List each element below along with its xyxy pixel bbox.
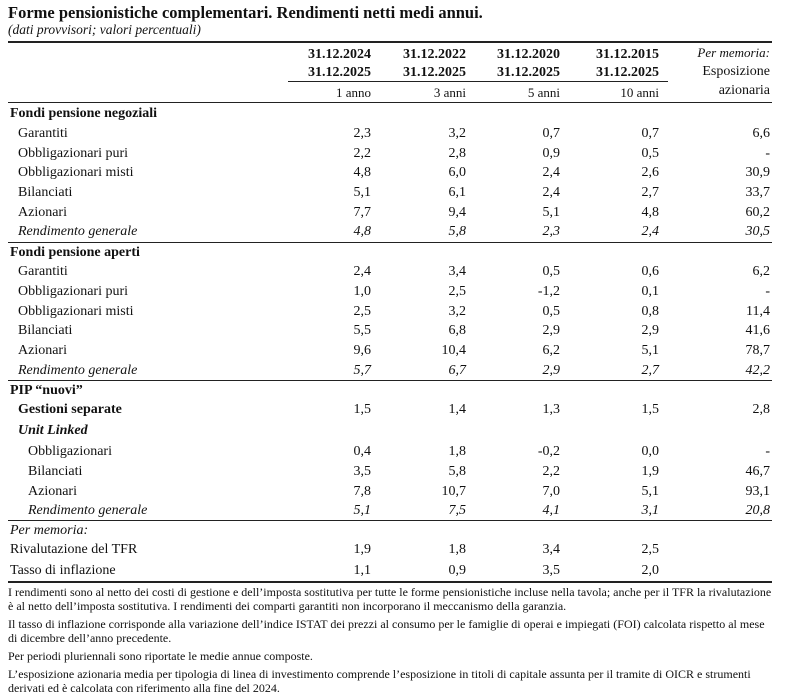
cell-5y: 2,2 — [542, 464, 560, 479]
cell-10y: 2,0 — [641, 563, 659, 578]
cell-equity: - — [765, 284, 770, 299]
cell-10y: 0,6 — [641, 264, 659, 279]
top-rule — [8, 41, 772, 43]
cell-3y: 1,8 — [448, 444, 466, 459]
memo-title: Per memoria: — [10, 523, 89, 538]
cell-5y: 0,9 — [542, 146, 560, 161]
row-label: Obbligazionari — [28, 444, 112, 459]
col4-to: 31.12.2025 — [596, 65, 659, 80]
cell-3y: 1,8 — [448, 542, 466, 557]
row-label: Azionari — [18, 205, 67, 220]
cell-10y: 5,1 — [641, 343, 659, 358]
col4-period: 10 anni — [620, 85, 659, 100]
cell-3y: 2,8 — [448, 146, 466, 161]
cell-1y: 1,9 — [353, 542, 371, 557]
cell-5y: -0,2 — [537, 444, 560, 459]
row-label: Rendimento generale — [18, 224, 138, 239]
cell-equity: 6,6 — [752, 126, 770, 141]
cell-10y: 2,7 — [641, 185, 659, 200]
cell-5y: 5,1 — [542, 205, 560, 220]
cell-1y: 4,8 — [353, 165, 371, 180]
table-subtitle: (dati provvisori; valori percentuali) — [8, 22, 201, 37]
cell-10y: 0,0 — [641, 444, 659, 459]
cell-3y: 3,4 — [448, 264, 466, 279]
footnotes — [8, 585, 772, 699]
cell-1y: 7,8 — [353, 484, 371, 499]
row-label: Garantiti — [18, 264, 68, 279]
cell-equity: - — [765, 444, 770, 459]
cell-equity: 33,7 — [745, 185, 770, 200]
cell-3y: 6,0 — [448, 165, 466, 180]
memo-header-line1: Per memoria: — [697, 45, 770, 60]
cell-equity: 20,8 — [745, 503, 770, 518]
row-label: Rivalutazione del TFR — [10, 542, 138, 557]
col4-from: 31.12.2015 — [596, 47, 659, 62]
cell-equity: 2,8 — [752, 402, 770, 417]
cell-3y: 9,4 — [448, 205, 466, 220]
cell-10y: 3,1 — [641, 503, 659, 518]
cell-1y: 7,7 — [353, 205, 371, 220]
cell-equity: 30,5 — [745, 224, 770, 239]
cell-10y: 2,9 — [641, 323, 659, 338]
memo-header-line2: Esposizione — [702, 64, 770, 79]
cell-5y: 0,7 — [542, 126, 560, 141]
cell-3y: 2,5 — [448, 284, 466, 299]
section-rule — [8, 380, 772, 381]
cell-equity: 30,9 — [745, 165, 770, 180]
section-title-pip: PIP “nuovi” — [10, 383, 83, 398]
row-label: Azionari — [18, 343, 67, 358]
header-bottom-rule — [8, 102, 772, 103]
cell-5y: 4,1 — [542, 503, 560, 518]
col2-period: 3 anni — [433, 85, 466, 100]
row-label: Tasso di inflazione — [10, 563, 116, 578]
cell-equity: 60,2 — [745, 205, 770, 220]
unit-linked-label: Unit Linked — [18, 423, 88, 438]
cell-3y: 7,5 — [448, 503, 466, 518]
cell-3y: 3,2 — [448, 126, 466, 141]
cell-3y: 5,8 — [448, 224, 466, 239]
row-label: Gestioni separate — [18, 402, 122, 417]
cell-1y: 1,5 — [353, 402, 371, 417]
table-title: Forme pensionistiche complementari. Rendimenti netti medi annui. — [8, 3, 483, 22]
row-label: Rendimento generale — [18, 363, 138, 378]
col2-from: 31.12.2022 — [403, 47, 466, 62]
cell-1y: 5,1 — [353, 185, 371, 200]
cell-3y: 1,4 — [448, 402, 466, 417]
cell-10y: 2,7 — [641, 363, 659, 378]
cell-10y: 2,6 — [641, 165, 659, 180]
row-label: Obbligazionari puri — [18, 146, 129, 161]
cell-5y: 2,4 — [542, 185, 560, 200]
cell-1y: 5,7 — [353, 363, 371, 378]
section-rule — [8, 520, 772, 521]
cell-equity: - — [765, 146, 770, 161]
cell-10y: 2,5 — [641, 542, 659, 557]
section-title-aperti: Fondi pensione aperti — [10, 245, 140, 260]
row-label: Bilanciati — [18, 323, 73, 338]
cell-1y: 2,2 — [353, 146, 371, 161]
col1-period: 1 anno — [335, 85, 371, 100]
cell-1y: 3,5 — [353, 464, 371, 479]
cell-equity: 42,2 — [745, 363, 770, 378]
cell-1y: 5,1 — [353, 503, 371, 518]
cell-5y: 2,9 — [542, 363, 560, 378]
header-mid-rule — [288, 81, 668, 82]
cell-5y: 2,4 — [542, 165, 560, 180]
cell-10y: 0,7 — [641, 126, 659, 141]
row-label: Bilanciati — [18, 185, 73, 200]
cell-10y: 1,9 — [641, 464, 659, 479]
col2-to: 31.12.2025 — [403, 65, 466, 80]
col3-to: 31.12.2025 — [497, 65, 560, 80]
cell-5y: 7,0 — [542, 484, 560, 499]
cell-1y: 2,3 — [353, 126, 371, 141]
col3-period: 5 anni — [527, 85, 560, 100]
bottom-rule — [8, 581, 772, 583]
cell-5y: -1,2 — [537, 284, 560, 299]
cell-1y: 5,5 — [353, 323, 371, 338]
footnote: Per periodi pluriennali sono riportate le medie annue composte. — [8, 649, 313, 663]
cell-10y: 5,1 — [641, 484, 659, 499]
cell-10y: 0,5 — [641, 146, 659, 161]
cell-3y: 10,4 — [441, 343, 466, 358]
cell-3y: 6,7 — [448, 363, 466, 378]
footnote: L’esposizione azionaria media per tipologia di linea di investimento comprende l’esposizione in titoli di capitale assunta per il tramite di OICR e strumenti derivati ed è calcolata con riferimento alla fine del 2024. — [8, 667, 751, 695]
row-label: Rendimento generale — [28, 503, 148, 518]
cell-1y: 2,4 — [353, 264, 371, 279]
cell-3y: 0,9 — [448, 563, 466, 578]
cell-equity: 11,4 — [746, 304, 770, 319]
cell-10y: 4,8 — [641, 205, 659, 220]
col1-to: 31.12.2025 — [308, 65, 371, 80]
cell-5y: 1,3 — [542, 402, 560, 417]
col3-from: 31.12.2020 — [497, 47, 560, 62]
row-label: Obbligazionari misti — [18, 165, 134, 180]
cell-1y: 0,4 — [353, 444, 371, 459]
row-label: Obbligazionari puri — [18, 284, 129, 299]
cell-1y: 2,5 — [353, 304, 371, 319]
cell-10y: 1,5 — [641, 402, 659, 417]
section-title-negoziali: Fondi pensione negoziali — [10, 106, 158, 121]
cell-10y: 0,1 — [641, 284, 659, 299]
cell-equity: 41,6 — [745, 323, 770, 338]
cell-equity: 6,2 — [752, 264, 770, 279]
cell-10y: 0,8 — [641, 304, 659, 319]
cell-3y: 6,1 — [448, 185, 466, 200]
cell-3y: 6,8 — [448, 323, 466, 338]
cell-5y: 2,3 — [542, 224, 560, 239]
cell-equity: 46,7 — [745, 464, 770, 479]
cell-1y: 9,6 — [353, 343, 371, 358]
row-label: Azionari — [28, 484, 77, 499]
cell-5y: 6,2 — [542, 343, 560, 358]
cell-equity: 93,1 — [745, 484, 770, 499]
footnote: Il tasso di inflazione corrisponde alla variazione dell’indice ISTAT dei prezzi al consumo per le famiglie di operai e impiegati (FOI) calcolata rispetto al mese di dicembre dell’anno precedente. — [8, 617, 765, 645]
cell-3y: 10,7 — [441, 484, 466, 499]
row-label: Garantiti — [18, 126, 68, 141]
cell-1y: 4,8 — [353, 224, 371, 239]
row-label: Bilanciati — [28, 464, 83, 479]
cell-5y: 2,9 — [542, 323, 560, 338]
section-rule — [8, 242, 772, 243]
cell-equity: 78,7 — [745, 343, 770, 358]
cell-5y: 3,4 — [542, 542, 560, 557]
cell-5y: 0,5 — [542, 264, 560, 279]
footnote: I rendimenti sono al netto dei costi di gestione e dell’imposta sostitutiva per tutte le forme pensionistiche incluse nella tavola; anche per il TFR la rivalutazione è al netto dell’imposta sostitutiva. I rendimenti dei comparti garantiti non incorporano il meccanismo della garanzia. — [8, 585, 772, 613]
col1-from: 31.12.2024 — [308, 47, 371, 62]
cell-10y: 2,4 — [641, 224, 659, 239]
cell-5y: 3,5 — [542, 563, 560, 578]
cell-1y: 1,0 — [353, 284, 371, 299]
cell-3y: 5,8 — [448, 464, 466, 479]
cell-1y: 1,1 — [353, 563, 371, 578]
memo-header-line3: azionaria — [718, 83, 770, 98]
cell-3y: 3,2 — [448, 304, 466, 319]
cell-5y: 0,5 — [542, 304, 560, 319]
row-label: Obbligazionari misti — [18, 304, 134, 319]
